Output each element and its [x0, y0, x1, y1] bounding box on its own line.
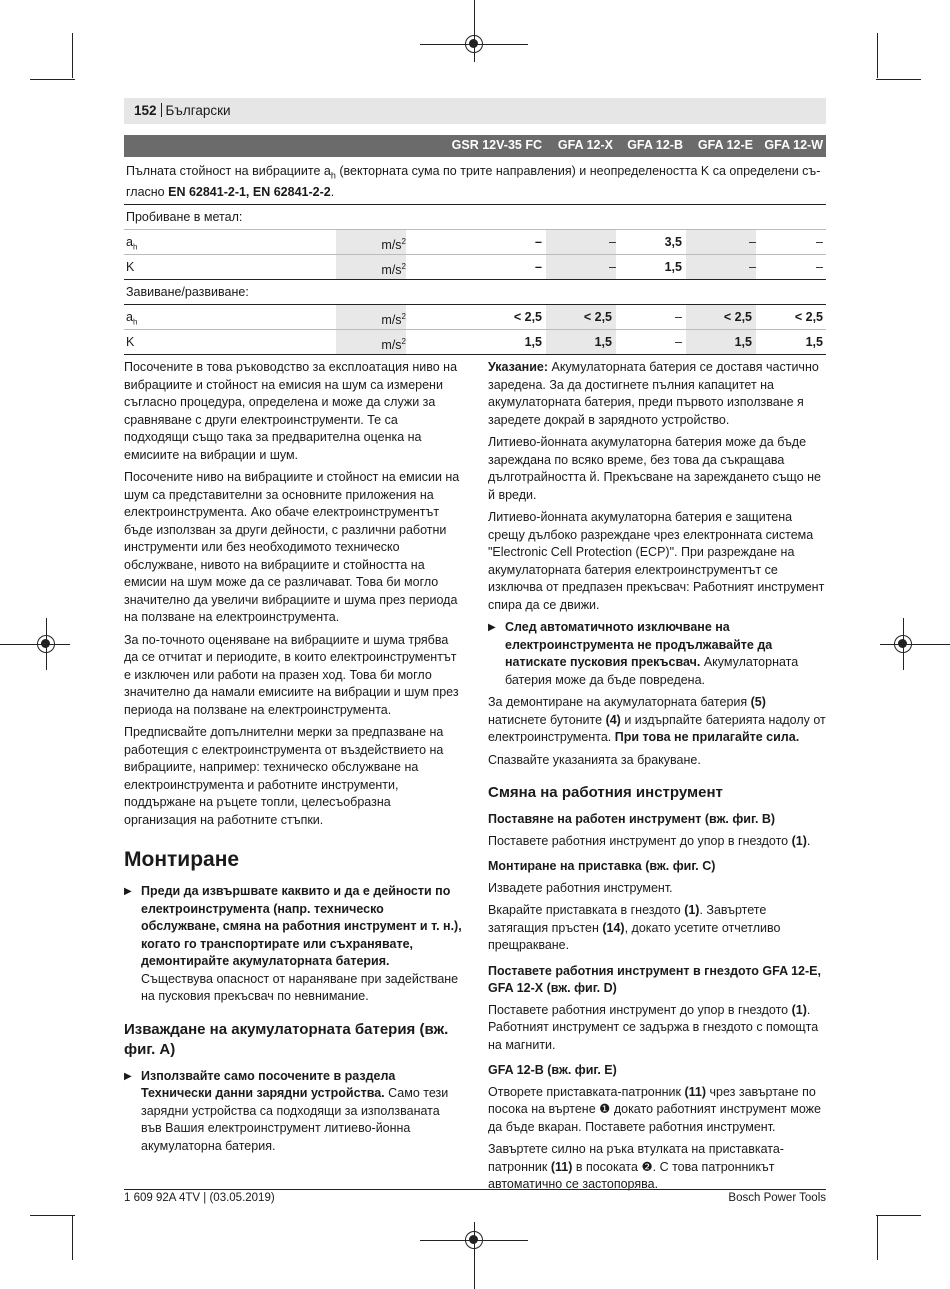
- paragraph: За по-точното оценяване на вибрациите и шума трябва да се отчитат и периодите, в които електроинструментът е изключен или работи на празен ход. Това би могло значително да намали емисиите на вибрации и шум през периода на ползване на електроинструмента.: [124, 632, 459, 717]
- registration-target-icon: [465, 1231, 483, 1249]
- warning-bullet: [124, 1068, 462, 1156]
- paragraph: Посочените в това ръководство за експлоатация ниво на вибрациите и стойност на емисия на шум са измерени съгласно процедура, определена и може да служи за сравняване с други електроинструменти. Те са подходящи също така за предварителна оценка на емисиите на вибрации и шум.: [124, 360, 458, 462]
- left-column: [124, 359, 462, 1160]
- table-row: [124, 330, 826, 355]
- table-cell: 1,5: [546, 330, 616, 354]
- arrow-bullet-icon: ▶: [488, 622, 496, 633]
- paragraph: Вкарайте приставката в гнездото (1). Завъртете затягащия пръстен (14), докато усетите отчетливо прещракване.: [488, 903, 781, 952]
- table-cell: 1,5: [805, 334, 823, 349]
- col-header: GFA 12-E: [697, 138, 753, 152]
- unit-cell: $m/s^2$: [336, 230, 406, 254]
- table-cell: 1,5: [686, 330, 756, 354]
- desc-sub: h: [330, 170, 336, 181]
- section-row: [124, 280, 826, 305]
- section-row: [124, 205, 826, 230]
- section-label: Пробиване в метал:: [126, 209, 243, 224]
- crop-mark: [30, 1215, 75, 1216]
- crop-mark: [30, 79, 75, 80]
- minor-heading: Поставяне на работен инструмент (вж. фиг. B): [488, 812, 776, 826]
- col-header: GFA 12-X: [557, 138, 613, 152]
- table-cell: 1,5: [524, 334, 542, 349]
- table-description: [124, 157, 826, 205]
- section-label: Завиване/развиване:: [126, 284, 249, 299]
- bullet-text: Акумулаторната батерия може да бъде повредена.: [505, 655, 799, 687]
- paragraph: Литиево-йонната акумулаторна батерия е защитена срещу дълбоко разреждане чрез електронната система "Electronic Cell Protection (ECP)". При разреждане на акумулаторната батерия електроинструментът се изключва от предпазен прекъсвач: Работният инструмент спира да се движи.: [488, 510, 825, 612]
- page-footer: [124, 1189, 826, 1204]
- row-label: K: [126, 259, 135, 274]
- table-header-row: [124, 135, 826, 157]
- minor-heading: GFA 12-B (вж. фиг. E): [488, 1063, 617, 1077]
- paragraph: Литиево-йонната акумулаторна батерия може да бъде зареждана по всяко време, без това да съкращава дълготрайността й. Прекъсване на зареждането също не й вреди.: [488, 435, 821, 502]
- table-cell: –: [816, 259, 823, 274]
- warning-bullet: [488, 619, 826, 689]
- table-row: [124, 230, 826, 255]
- paragraph: Извадете работния инструмент.: [488, 880, 673, 895]
- section-heading: Монтиране: [124, 848, 240, 871]
- desc-text: гласно: [126, 184, 169, 199]
- crop-mark: [72, 1215, 73, 1260]
- paragraph: Отворете приставката-патронник (11) чрез завъртане по посока на въртене ❶ докато работният инструмент може да бъде вкаран. Поставете работния инструмент.: [488, 1084, 821, 1134]
- table-cell: –: [686, 230, 756, 254]
- paragraph: Поставете работния инструмент до упор в гнездото (1). Работният инструмент се задържа в гнездото с помощта на магнити.: [488, 1002, 819, 1052]
- table-cell: –: [535, 259, 542, 274]
- arrow-bullet-icon: ▶: [124, 886, 132, 897]
- paragraph: Предписвайте допълнителни мерки за предпазване на работещия с електроинструмента от въздействието на вибрациите, например: техническо обслужване на електроинструмента и работните инструменти, поддържане на ръцете топли, целесъобразна организация на работните стъпки.: [124, 725, 444, 827]
- table-cell: –: [686, 255, 756, 279]
- table-row: [124, 305, 826, 330]
- crop-mark: [876, 1215, 921, 1216]
- vibration-table: [124, 135, 826, 355]
- paragraph: Посочените ниво на вибрациите и стойност на емисии на шум са представителни за основните приложения на електроинструмента. Ако обаче електроинструментът бъде използван за други дейности, с различни работни инструменти или без необходимото техническо обслужване, нивото на вибрациите и стойността на емисии на шум може да се различават. Това би могло значително да увеличи вибрациите и шума през периода на ползване на електроинструмента.: [124, 470, 460, 624]
- table-cell: < 2,5: [513, 309, 542, 324]
- registration-target-icon: [465, 35, 483, 53]
- table-cell: < 2,5: [794, 309, 823, 324]
- subsection-heading: Смяна на работния инструмент: [488, 784, 723, 801]
- table-cell: < 2,5: [546, 305, 616, 329]
- crop-mark: [877, 33, 878, 78]
- unit-cell: $m/s^2$: [336, 330, 406, 354]
- bullet-bold-text: Преди да извършвате каквито и да е дейности по електроинструмента (напр. техническо обслужване, смяна на работния инструмент и т. н.), когато го транспортирате или съхранявате, демонтирайте акумулаторната батерия.: [141, 884, 462, 968]
- crop-mark: [876, 79, 921, 80]
- table-cell: 3,5: [664, 234, 682, 249]
- col-header: GFA 12-B: [627, 138, 683, 152]
- header-divider: [161, 103, 162, 117]
- desc-text: (векторната сума по трите направления) и неопределеността K са определени съ-: [335, 164, 821, 178]
- row-label: $a_h$: [126, 309, 138, 326]
- unit-cell: $m/s^2$: [336, 305, 406, 329]
- paragraph: Спазвайте указанията за бракуване.: [488, 752, 701, 767]
- table-cell: –: [546, 230, 616, 254]
- registration-target-icon: [37, 635, 55, 653]
- page-header: [124, 98, 826, 124]
- unit-cell: $m/s^2$: [336, 255, 406, 279]
- row-label: K: [126, 334, 135, 349]
- col-header: GFA 12-W: [764, 138, 823, 152]
- paragraph: За демонтиране на акумулаторната батерия (5) натиснете бутоните (4) и издърпайте батерията надолу от електроинструмента. При това не прилагайте сила.: [488, 695, 826, 744]
- bullet-bold-text: След автоматичното изключване на електроинструмента не продължавайте да натискате пусковия прекъсвач.: [505, 620, 773, 669]
- footer-doc-id: 1 609 92A 4TV | (03.05.2019): [124, 1192, 275, 1204]
- registration-target-icon: [894, 635, 912, 653]
- paragraph: Поставете работния инструмент до упор в гнездото (1).: [488, 833, 811, 848]
- desc-text: .: [330, 184, 335, 199]
- desc-standard: EN 62841-2-1, EN 62841-2-2: [168, 184, 331, 199]
- row-label: $a_h$: [126, 234, 138, 251]
- minor-heading: Монтиране на приставка (вж. фиг. C): [488, 859, 716, 873]
- registration-line: [0, 644, 70, 645]
- subsection-heading: Изваждане на акумулаторната батерия (вж. фиг. A): [124, 1020, 449, 1058]
- paragraph: Завъртете силно на ръка втулката на приставката-патронник (11) в посоката ❷. С това патронникът автоматично се застопорява.: [488, 1142, 784, 1191]
- bullet-bold-text: Използвайте само посочените в раздела Технически данни зарядни устройства.: [141, 1068, 396, 1100]
- minor-heading: Поставете работния инструмент в гнездото GFA 12-E, GFA 12-X (вж. фиг. D): [488, 963, 821, 995]
- crop-mark: [72, 33, 73, 78]
- right-column: [488, 359, 826, 1199]
- bullet-text: Съществува опасност от нараняване при задействане на пусковия прекъсвач по невнимание.: [141, 971, 459, 1003]
- warning-bullet: [124, 883, 462, 1006]
- table-cell: –: [535, 234, 542, 249]
- crop-mark: [877, 1215, 878, 1260]
- table-cell: < 2,5: [686, 305, 756, 329]
- table-cell: –: [546, 255, 616, 279]
- header-language: Български: [165, 103, 231, 118]
- bullet-text: Само тези зарядни устройства са подходящи за използваната във Вашия електроинструмент литиево-йонна акумулаторна батерия.: [141, 1086, 449, 1153]
- col-header: GSR 12V-35 FC: [451, 138, 542, 152]
- table-cell: –: [675, 309, 682, 324]
- table-cell: –: [816, 234, 823, 249]
- table-row: [124, 255, 826, 280]
- page-number: 152: [134, 103, 157, 118]
- desc-text: Пълната стойност на вибрациите a: [126, 164, 331, 178]
- table-cell: –: [675, 334, 682, 349]
- arrow-bullet-icon: ▶: [124, 1070, 132, 1082]
- registration-line: [880, 644, 950, 645]
- footer-brand: Bosch Power Tools: [728, 1192, 826, 1204]
- table-cell: 1,5: [664, 259, 682, 274]
- paragraph: Указание: Акумулаторната батерия се доставя частично заредена. За да достигнете пълния капацитет на акумулаторната батерия, преди първото използване я заредете докрай в зарядното устройство.: [488, 360, 819, 427]
